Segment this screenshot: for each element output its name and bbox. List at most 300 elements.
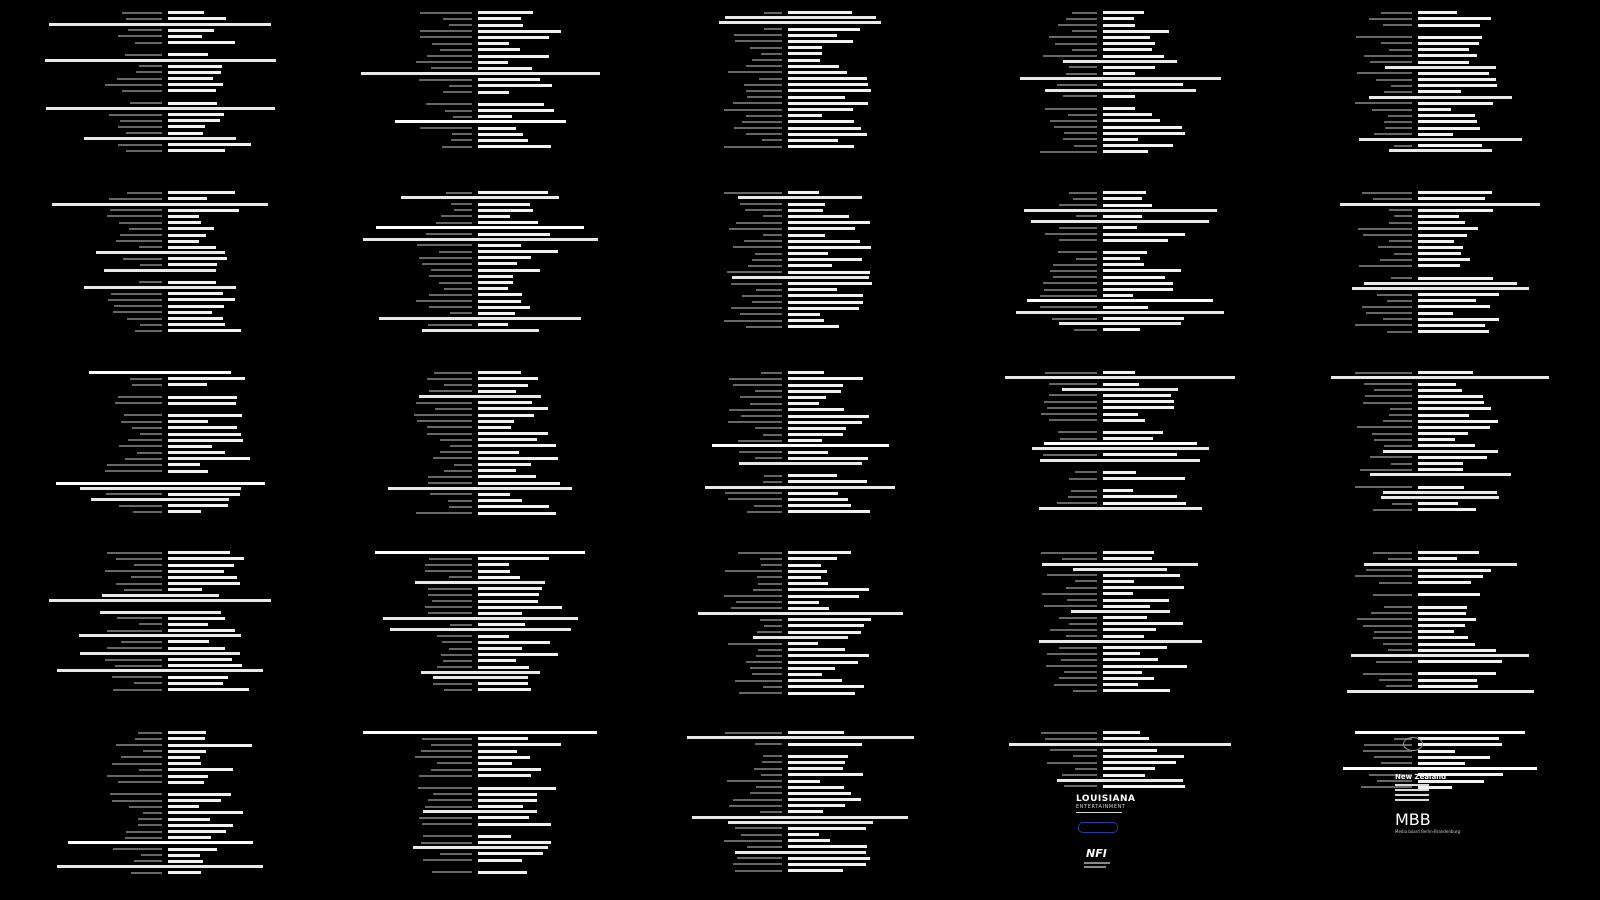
credit-row [960, 214, 1280, 219]
credit-row [1280, 263, 1600, 268]
credit-role [431, 67, 472, 69]
credit-name [1103, 204, 1152, 207]
credit-row [0, 798, 320, 803]
credit-row [0, 100, 320, 105]
credit-name [168, 551, 230, 554]
credit-row [960, 316, 1280, 321]
credit-name [478, 145, 551, 148]
credit-name [1418, 551, 1479, 554]
credit-name [168, 830, 226, 833]
credit-name [788, 319, 824, 322]
credit-row [0, 214, 320, 219]
credit-name [788, 282, 872, 285]
credit-name [168, 257, 227, 260]
credit-role [724, 840, 782, 842]
credit-role [748, 265, 782, 267]
credit-name [788, 685, 864, 688]
credit-role [1371, 612, 1412, 614]
credit-name [478, 841, 551, 844]
credit-row [1280, 785, 1600, 790]
credit-role [115, 665, 162, 667]
credit-centered-line [1352, 287, 1529, 290]
credit-row [0, 742, 320, 747]
credit-row [960, 29, 1280, 34]
credit-role [1359, 265, 1412, 267]
credit-row [320, 851, 640, 856]
credit-row [0, 444, 320, 449]
credit-name [478, 593, 539, 596]
credit-row [1280, 245, 1600, 250]
credit-row [1280, 748, 1600, 753]
credit-row [1280, 89, 1600, 94]
credit-role [125, 54, 162, 56]
credit-role [1069, 478, 1097, 480]
credit-row [320, 443, 640, 448]
credit-name [1103, 215, 1142, 218]
credit-role [760, 558, 782, 560]
credit-row [960, 663, 1280, 668]
credit-row [960, 71, 1280, 76]
credit-row [320, 815, 640, 820]
credit-name [1103, 431, 1163, 434]
credit-row [640, 281, 960, 286]
credit-role [420, 127, 472, 129]
credit-role [105, 470, 162, 472]
credit-centered-line [1044, 442, 1197, 445]
credit-role [454, 209, 472, 211]
credit-name [478, 557, 549, 560]
credit-name [478, 823, 551, 826]
credit-role [444, 689, 472, 691]
credit-centered-line [361, 72, 600, 75]
credit-role [1076, 215, 1097, 217]
credit-name [788, 607, 829, 610]
credit-role [126, 18, 162, 20]
credit-row [640, 312, 960, 317]
credit-centered-line [1385, 66, 1496, 69]
credit-name [788, 863, 866, 866]
credit-role [1058, 431, 1097, 433]
credit-role [745, 209, 782, 211]
credit-name [478, 269, 540, 272]
credit-centered-line [1005, 376, 1235, 379]
credit-row [0, 767, 320, 772]
credit-row [0, 816, 320, 821]
credit-role [757, 576, 782, 578]
credit-role [428, 588, 472, 590]
credit-row [640, 132, 960, 137]
credit-row [1280, 310, 1600, 315]
credit-name [168, 240, 199, 243]
credits-panel-r1-c4 [960, 0, 1280, 180]
credit-row [640, 226, 960, 231]
credit-row [960, 500, 1280, 505]
credit-role [1041, 732, 1097, 734]
credit-name [478, 576, 520, 579]
credit-role [1366, 569, 1412, 571]
credit-name [1103, 453, 1177, 456]
credit-role [1040, 306, 1097, 308]
credit-row [320, 736, 640, 741]
credit-name [1418, 42, 1479, 45]
credit-name [478, 209, 533, 212]
credit-row [640, 26, 960, 31]
credit-role [451, 139, 472, 141]
credit-name [788, 313, 820, 316]
credit-role [1380, 259, 1412, 261]
credit-name [1418, 17, 1491, 20]
credit-row [640, 659, 960, 664]
credit-name [1418, 630, 1454, 633]
credit-name [478, 61, 508, 64]
credit-name [788, 108, 853, 111]
credit-name [168, 470, 208, 473]
credit-row [1280, 406, 1600, 411]
credit-row [0, 804, 320, 809]
credit-role [1389, 240, 1412, 242]
credit-row [0, 450, 320, 455]
credit-name [168, 41, 235, 44]
credit-role [746, 115, 782, 117]
credit-role [741, 834, 782, 836]
credit-name [1103, 371, 1135, 374]
credit-role [444, 288, 472, 290]
credit-row [0, 291, 320, 296]
credit-row [320, 214, 640, 219]
credit-row [320, 652, 640, 657]
credit-name [478, 859, 522, 862]
credit-name [1103, 107, 1135, 110]
credit-role [423, 859, 472, 861]
credit-name [1418, 462, 1463, 465]
credit-role [453, 116, 472, 118]
credit-row [320, 190, 640, 195]
credit-row [0, 438, 320, 443]
credit-name [478, 768, 541, 771]
credit-row [0, 569, 320, 574]
credit-row [0, 322, 320, 327]
credit-centered-line [102, 594, 219, 597]
credit-centered-line [89, 371, 231, 374]
credit-name [168, 102, 217, 105]
credit-row [320, 29, 640, 34]
credit-name [168, 775, 208, 778]
credit-name [168, 848, 217, 851]
credit-row [320, 646, 640, 651]
credit-name [788, 827, 866, 830]
credit-name [1103, 671, 1142, 674]
credit-name [1418, 508, 1476, 511]
credit-role [449, 648, 472, 650]
credit-role [1045, 372, 1097, 374]
credit-name [788, 451, 828, 454]
credit-row [640, 647, 960, 652]
credit-row [640, 838, 960, 843]
credit-row [960, 287, 1280, 292]
credit-row [1280, 16, 1600, 21]
credit-row [1280, 761, 1600, 766]
credit-role [731, 307, 782, 309]
credit-name [1103, 294, 1133, 297]
credit-role [1052, 318, 1097, 320]
credit-name [1103, 317, 1184, 320]
credit-name [1418, 264, 1460, 267]
credit-name [1103, 557, 1152, 560]
credit-row [0, 142, 320, 147]
credit-name [788, 59, 820, 62]
credit-name [168, 824, 233, 827]
credit-centered-line [379, 317, 581, 320]
credit-centered-line [1040, 459, 1200, 462]
credit-role [427, 426, 472, 428]
credit-row [0, 780, 320, 785]
credit-row [0, 82, 320, 87]
credit-role [729, 409, 782, 411]
credit-role [113, 848, 162, 850]
credit-role [1053, 276, 1097, 278]
credit-centered-line [1063, 60, 1177, 63]
credit-name [1103, 144, 1173, 147]
credit-role [421, 750, 472, 752]
credit-name [478, 30, 561, 33]
credit-row [960, 131, 1280, 136]
credit-row [1280, 53, 1600, 58]
credit-row [0, 256, 320, 261]
credit-role [128, 439, 162, 441]
credit-centered-line [1039, 640, 1202, 643]
credit-role [436, 222, 472, 224]
credit-role [733, 863, 782, 865]
credit-role [1063, 95, 1097, 97]
credit-name [788, 325, 839, 328]
credit-role [1383, 420, 1412, 422]
credit-row [0, 401, 320, 406]
credit-centered-line [1340, 203, 1540, 206]
credit-row [1280, 431, 1600, 436]
credit-row [0, 622, 320, 627]
credit-row [320, 834, 640, 839]
credit-row [0, 130, 320, 135]
credit-role [430, 493, 472, 495]
credit-row [640, 684, 960, 689]
credit-centered-line [1071, 610, 1170, 613]
credit-row [640, 82, 960, 87]
credit-name [788, 433, 843, 436]
credit-name [168, 221, 201, 224]
credit-name [788, 673, 822, 676]
credit-name [1418, 293, 1499, 296]
credit-row [960, 766, 1280, 771]
credit-role [1357, 618, 1412, 620]
credit-row [640, 420, 960, 425]
credit-role [1377, 294, 1412, 296]
credit-role [724, 595, 782, 597]
credit-name [478, 115, 512, 118]
credit-role [1388, 649, 1412, 651]
credit-row [960, 41, 1280, 46]
credit-name [1103, 551, 1154, 554]
credit-centered-line [1364, 563, 1517, 566]
credit-row [640, 473, 960, 478]
credit-name [478, 499, 522, 502]
credit-name [788, 667, 835, 670]
credit-centered-line [383, 617, 578, 620]
credit-centered-line [728, 821, 873, 824]
credit-row [0, 462, 320, 467]
credit-role [106, 493, 162, 495]
credit-name [478, 109, 554, 112]
credit-row [0, 208, 320, 213]
credit-centered-line [1032, 447, 1209, 450]
mbb-logo-subtitle: Media board Berlin-Brandenburg [1395, 829, 1461, 834]
credit-role [755, 390, 782, 392]
credit-role [735, 680, 782, 682]
credit-role [752, 301, 782, 303]
credit-role [429, 275, 472, 277]
credit-role [1073, 690, 1097, 692]
credit-name [1103, 749, 1157, 752]
credit-row [640, 413, 960, 418]
credit-role [427, 378, 472, 380]
credit-role [1069, 192, 1097, 194]
credit-name [788, 692, 855, 695]
credit-role [419, 79, 472, 81]
credit-row [320, 231, 640, 236]
credit-name [1103, 785, 1185, 788]
credit-row [640, 803, 960, 808]
credit-name [1418, 108, 1451, 111]
credit-name [788, 258, 862, 261]
credit-centered-line [46, 107, 275, 110]
credit-name [1418, 61, 1469, 64]
credit-row [320, 761, 640, 766]
credit-role [1355, 324, 1412, 326]
credit-row [320, 125, 640, 130]
credit-role [437, 762, 472, 764]
credit-role [1071, 490, 1097, 492]
credit-role [1394, 145, 1412, 147]
credit-row [640, 754, 960, 759]
credit-role [1388, 115, 1412, 117]
blue-logo-mark [1078, 822, 1118, 833]
credit-role [744, 240, 782, 242]
credit-row [0, 382, 320, 387]
credit-role [724, 146, 782, 148]
credit-role [734, 127, 782, 129]
credit-role [1040, 295, 1097, 297]
credit-name [1418, 48, 1469, 51]
credit-name [788, 301, 863, 304]
credit-row [0, 310, 320, 315]
credit-name [788, 96, 845, 99]
credit-row [640, 138, 960, 143]
credit-name [168, 89, 216, 92]
credit-row [320, 89, 640, 94]
credit-row [640, 741, 960, 746]
credit-name [168, 781, 204, 784]
credit-name [1103, 592, 1133, 595]
new-zealand-logo-bar-1 [1395, 784, 1429, 786]
credit-row [960, 550, 1280, 555]
credit-name [788, 679, 842, 682]
credit-name [478, 91, 509, 94]
credit-role [1374, 631, 1412, 633]
credit-name [1418, 468, 1463, 471]
credit-row [0, 376, 320, 381]
credit-role [114, 305, 162, 307]
credit-name [1103, 257, 1140, 260]
credit-name [168, 793, 231, 796]
credit-role [1357, 72, 1412, 74]
credit-row [640, 76, 960, 81]
credit-role [138, 818, 162, 820]
credit-role [118, 396, 162, 398]
credit-role [1043, 282, 1097, 284]
credit-role [105, 659, 162, 661]
credit-row [640, 569, 960, 574]
credit-row [0, 196, 320, 201]
credit-row [320, 664, 640, 669]
credit-row [640, 438, 960, 443]
credit-row [1280, 467, 1600, 472]
credit-row [0, 88, 320, 93]
credit-row [0, 40, 320, 45]
credit-name [478, 469, 516, 472]
credit-row [1280, 323, 1600, 328]
credit-role [450, 445, 472, 447]
credit-row [1280, 59, 1600, 64]
credit-name [1418, 318, 1499, 321]
credit-name [168, 77, 213, 80]
credit-name [478, 215, 510, 218]
credit-row [320, 41, 640, 46]
credit-centered-line [1042, 563, 1198, 566]
credit-name [168, 871, 201, 874]
credit-name [478, 512, 556, 515]
credit-centered-line [719, 21, 881, 24]
credit-name [478, 67, 532, 70]
credit-row [1280, 484, 1600, 489]
credit-name [1103, 191, 1146, 194]
credits-panel-r5-c4 [960, 720, 1280, 900]
credit-row [960, 670, 1280, 675]
credit-name [1103, 132, 1185, 135]
credit-name [1103, 239, 1168, 242]
credit-row [960, 304, 1280, 309]
credit-role [755, 427, 782, 429]
credit-name [788, 498, 848, 501]
credit-role [107, 775, 162, 777]
credit-role [1374, 756, 1412, 758]
credit-row [640, 101, 960, 106]
credit-name [1418, 133, 1453, 136]
credit-role [421, 842, 472, 844]
credit-row [0, 550, 320, 555]
credit-name [168, 191, 235, 194]
credit-row [320, 492, 640, 497]
credit-role [440, 853, 472, 855]
credit-role [1373, 552, 1412, 554]
credit-role [440, 451, 472, 453]
credit-role [756, 289, 782, 291]
credit-row [960, 274, 1280, 279]
credit-name [1418, 762, 1465, 765]
credit-centered-line [100, 611, 221, 614]
credit-row [960, 682, 1280, 687]
credit-role [763, 481, 782, 483]
credit-role [747, 511, 782, 513]
credit-role [427, 433, 472, 435]
